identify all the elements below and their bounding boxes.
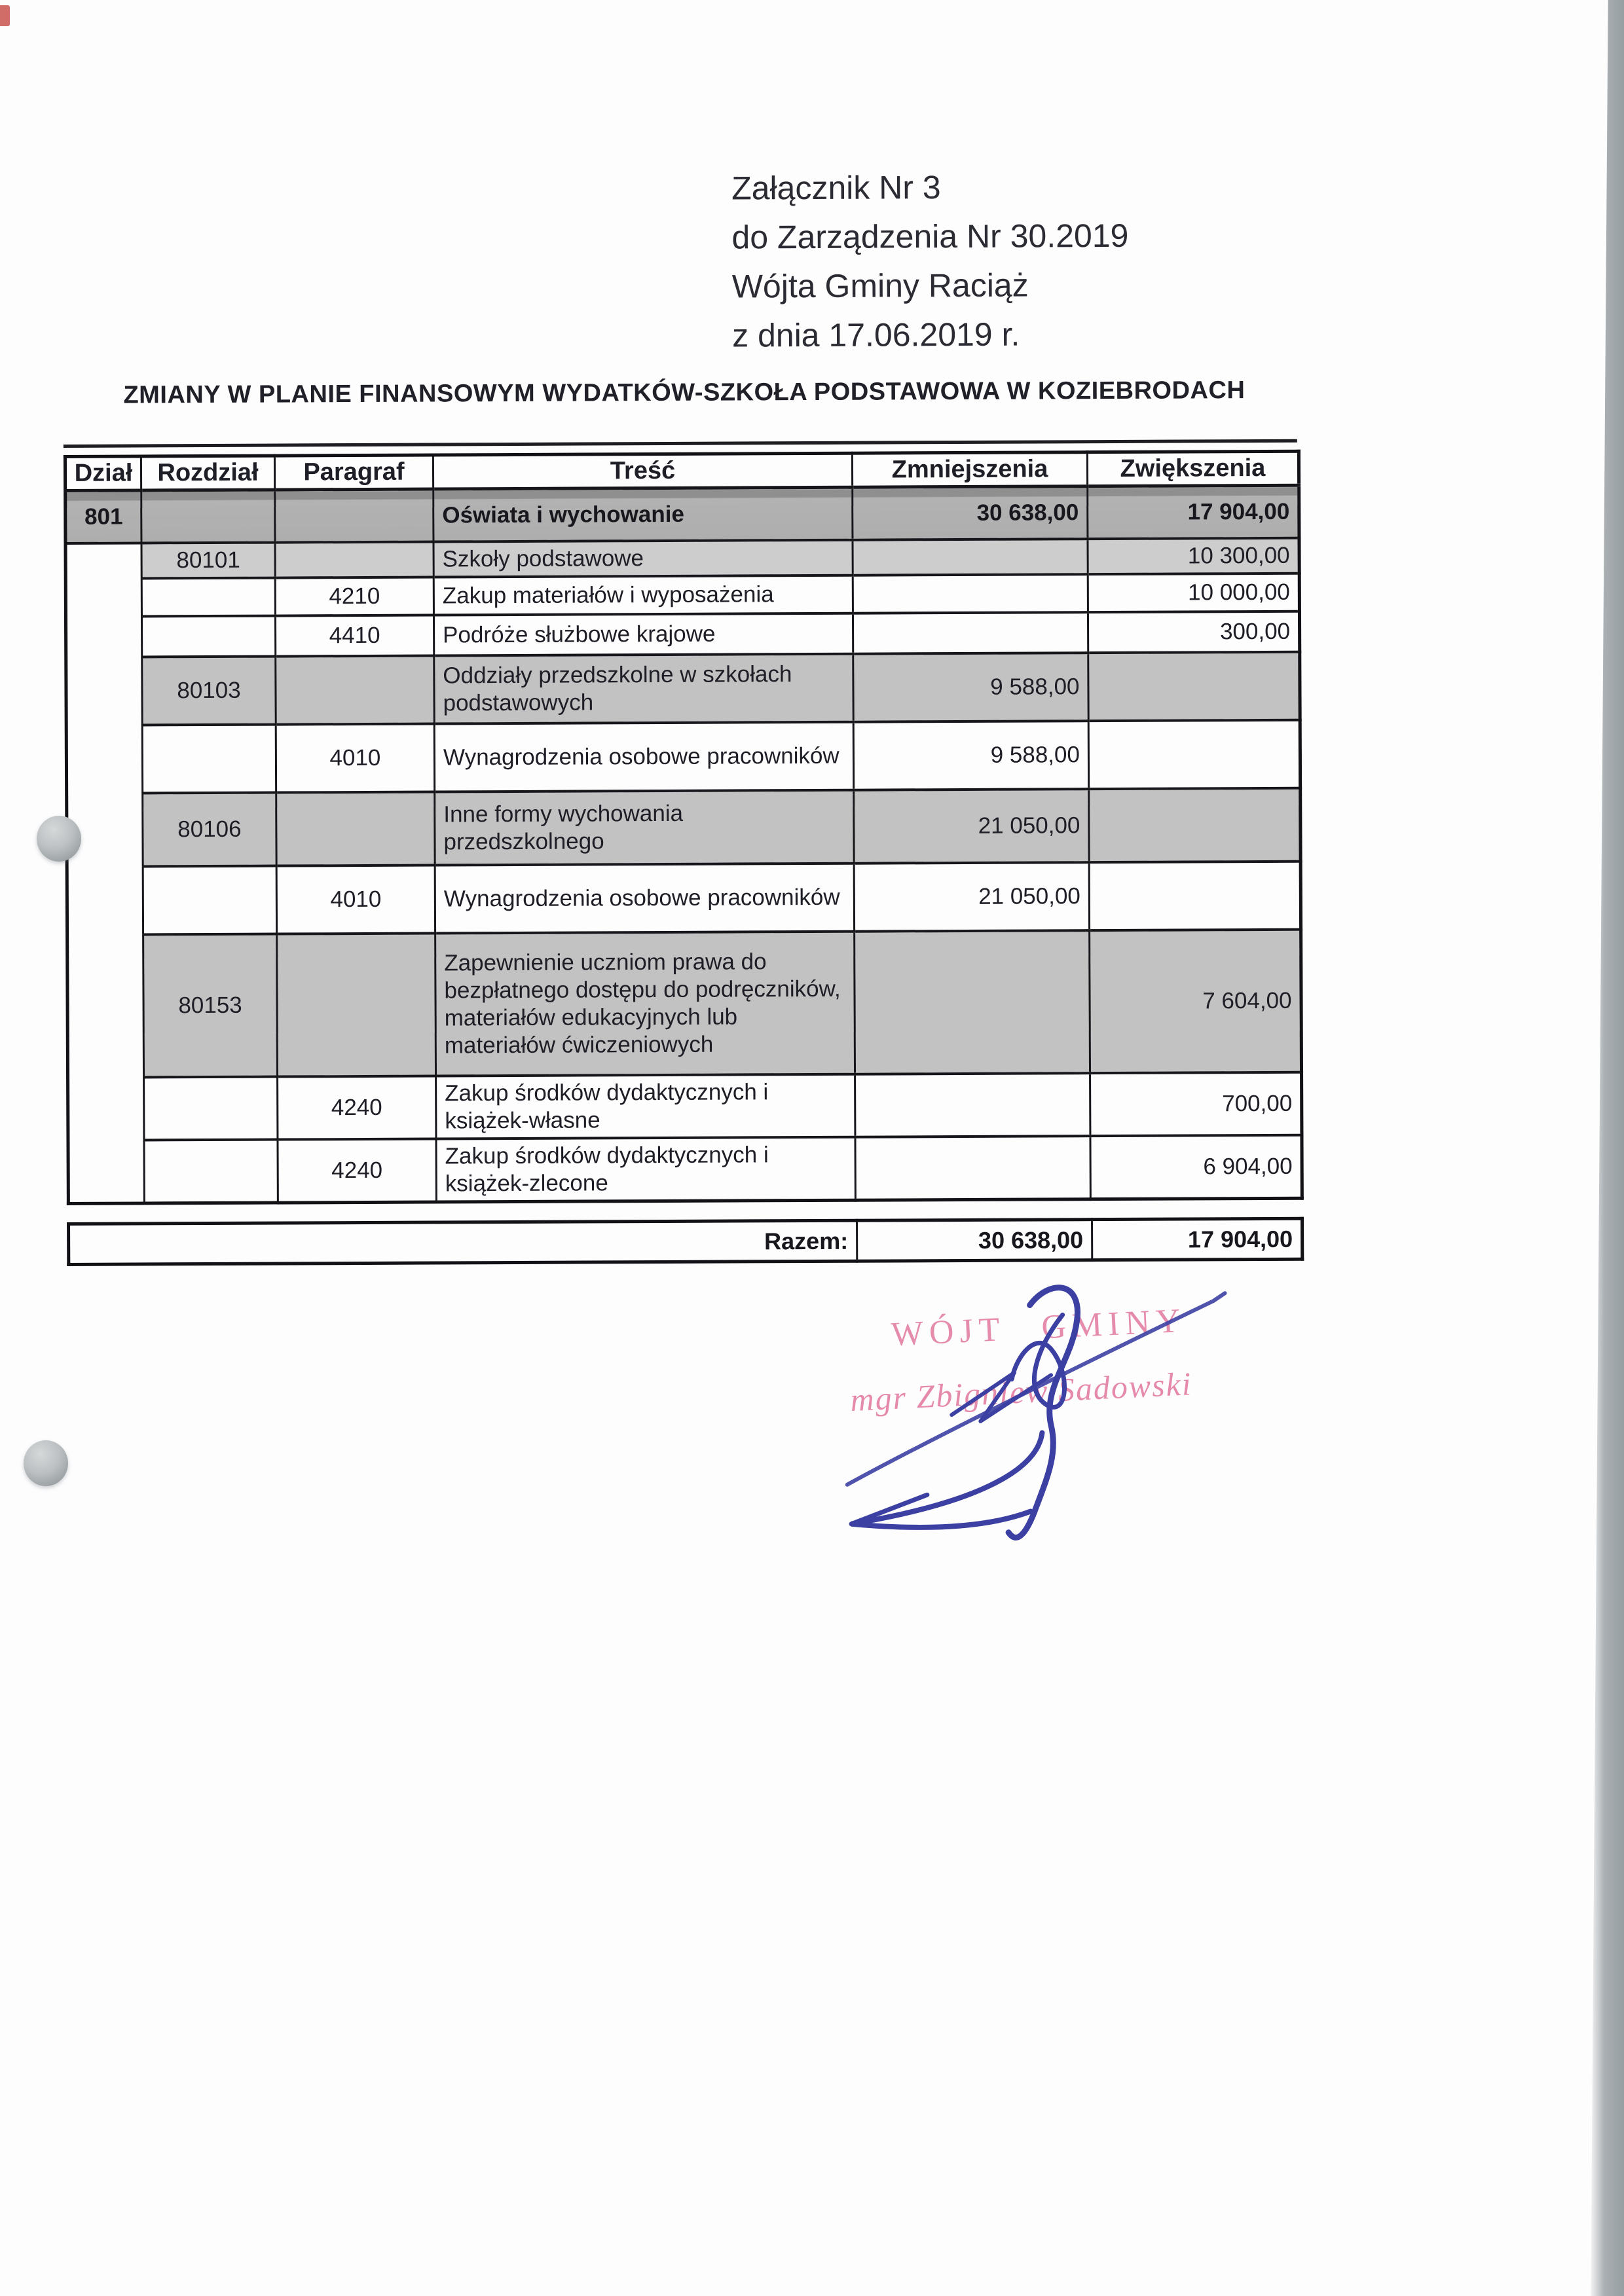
cell-rozdzial xyxy=(142,724,276,793)
summary-label: Razem: xyxy=(69,1220,857,1264)
cell-rozdzial xyxy=(143,866,276,934)
cell-zwiekszenia: 700,00 xyxy=(1090,1072,1302,1135)
col-header-paragraf: Paragraf xyxy=(274,455,433,490)
table-row xyxy=(68,1072,1302,1140)
table-row xyxy=(67,861,1301,934)
cell-paragraf: 4410 xyxy=(275,615,434,656)
handwritten-signature xyxy=(754,1235,1280,1565)
cell-zmniejszenia xyxy=(855,1073,1090,1137)
scan-red-mark xyxy=(0,5,10,26)
cell-zmniejszenia: 9 588,00 xyxy=(853,653,1088,722)
cell-rozdzial: 80153 xyxy=(143,934,278,1077)
mayor-stamp-title: WÓJT GMINY xyxy=(890,1302,1187,1354)
cell-rozdzial xyxy=(141,615,275,657)
cell-paragraf xyxy=(276,655,434,724)
binder-dot xyxy=(37,816,81,862)
cell-rozdzial: 80106 xyxy=(143,792,276,866)
col-header-dzial: Dział xyxy=(65,456,141,491)
cell-paragraf: 4240 xyxy=(278,1076,436,1139)
cell-paragraf xyxy=(275,489,434,542)
col-header-zmniejszenia: Zmniejszenia xyxy=(852,452,1087,488)
summary-zmniejszenia: 30 638,00 xyxy=(857,1220,1092,1262)
col-header-zwiekszenia: Zwiększenia xyxy=(1087,451,1299,486)
attachment-line-2: do Zarządzenia Nr 30.2019 xyxy=(731,217,1129,256)
table-row xyxy=(66,720,1300,793)
cell-zmniejszenia xyxy=(853,539,1088,575)
cell-zwiekszenia: 6 904,00 xyxy=(1090,1135,1302,1199)
cell-tresc: Zakup środków dydaktycznych i książek-własne xyxy=(436,1074,855,1139)
table-row xyxy=(65,573,1299,616)
attachment-line-3: Wójta Gminy Raciąż xyxy=(731,266,1029,305)
cell-zmniejszenia xyxy=(853,574,1088,613)
cell-dzial-merged xyxy=(65,543,144,1203)
cell-rozdzial xyxy=(144,1139,278,1203)
cell-paragraf: 4010 xyxy=(276,723,434,792)
cell-tresc: Oddziały przedszkolne w szkołach podstawowych xyxy=(434,653,853,723)
cell-tresc: Zapewnienie uczniom prawa do bezpłatnego dostępu do podręczników, materiałów edukacyjnych lub materiałów ćwiczeniowych xyxy=(435,931,855,1076)
cell-tresc: Zakup środków dydaktycznych i książek-zlecone xyxy=(436,1137,855,1201)
cell-paragraf: 4010 xyxy=(276,865,435,934)
table-row xyxy=(65,485,1299,543)
cell-zwiekszenia xyxy=(1089,788,1301,862)
cell-zmniejszenia: 21 050,00 xyxy=(854,862,1089,932)
cell-zmniejszenia: 30 638,00 xyxy=(853,486,1088,540)
col-header-tresc: Treść xyxy=(433,453,852,489)
budget-changes-table xyxy=(64,450,1304,1205)
col-header-rozdzial: Rozdział xyxy=(141,456,274,490)
mayor-stamp-name: mgr Zbigniew Sadowski xyxy=(849,1365,1193,1419)
table-row xyxy=(65,538,1299,578)
cell-zmniejszenia: 9 588,00 xyxy=(853,721,1088,790)
cell-rozdzial: 80103 xyxy=(142,656,276,725)
cell-rozdzial xyxy=(141,490,275,543)
cell-zwiekszenia: 17 904,00 xyxy=(1088,485,1299,538)
cell-zwiekszenia xyxy=(1089,861,1301,930)
cell-zmniejszenia: 21 050,00 xyxy=(854,789,1089,864)
cell-paragraf: 4240 xyxy=(278,1139,436,1203)
cell-paragraf: 4210 xyxy=(275,577,434,615)
cell-paragraf xyxy=(275,541,434,577)
table-row xyxy=(68,1135,1302,1203)
cell-zwiekszenia: 7 604,00 xyxy=(1090,929,1302,1072)
cell-paragraf xyxy=(276,792,435,866)
attachment-line-1: Załącznik Nr 3 xyxy=(731,169,941,207)
cell-zmniejszenia xyxy=(855,930,1090,1074)
cell-dzial: 801 xyxy=(65,490,141,543)
table-row xyxy=(67,929,1302,1077)
cell-zwiekszenia: 10 000,00 xyxy=(1088,573,1299,611)
attachment-header xyxy=(731,162,1129,361)
cell-tresc: Podróże służbowe krajowe xyxy=(434,613,853,655)
cell-paragraf xyxy=(277,933,436,1076)
cell-zwiekszenia: 300,00 xyxy=(1088,611,1299,652)
cell-tresc: Szkoły podstawowe xyxy=(434,539,853,577)
cell-rozdzial: 80101 xyxy=(141,542,275,578)
document-title: ZMIANY W PLANIE FINANSOWYM WYDATKÓW-SZKOŁA PODSTAWOWA W KOZIEBRODACH xyxy=(123,376,1246,409)
cell-tresc: Wynagrodzenia osobowe pracowników xyxy=(434,721,853,792)
cell-rozdzial xyxy=(144,1076,278,1140)
binder-dot xyxy=(24,1440,68,1486)
table-row xyxy=(65,611,1299,657)
cell-zwiekszenia xyxy=(1088,720,1300,788)
summary-zwiekszenia: 17 904,00 xyxy=(1092,1218,1302,1260)
table-header-row xyxy=(65,451,1299,490)
cell-tresc: Wynagrodzenia osobowe pracowników xyxy=(435,863,854,933)
table-row xyxy=(67,788,1301,866)
cell-zwiekszenia: 10 300,00 xyxy=(1088,538,1299,574)
cell-tresc: Inne formy wychowania przedszkolnego xyxy=(435,790,854,865)
cell-zmniejszenia xyxy=(855,1136,1090,1200)
cell-tresc: Oświata i wychowanie xyxy=(434,487,853,541)
cell-rozdzial xyxy=(141,577,275,616)
cell-tresc: Zakup materiałów i wyposażenia xyxy=(434,575,853,615)
attachment-line-4: z dnia 17.06.2019 r. xyxy=(731,316,1020,354)
table-row xyxy=(66,651,1300,725)
table-top-rule xyxy=(64,439,1297,448)
cell-zwiekszenia xyxy=(1088,651,1300,720)
cell-zmniejszenia xyxy=(853,612,1088,654)
